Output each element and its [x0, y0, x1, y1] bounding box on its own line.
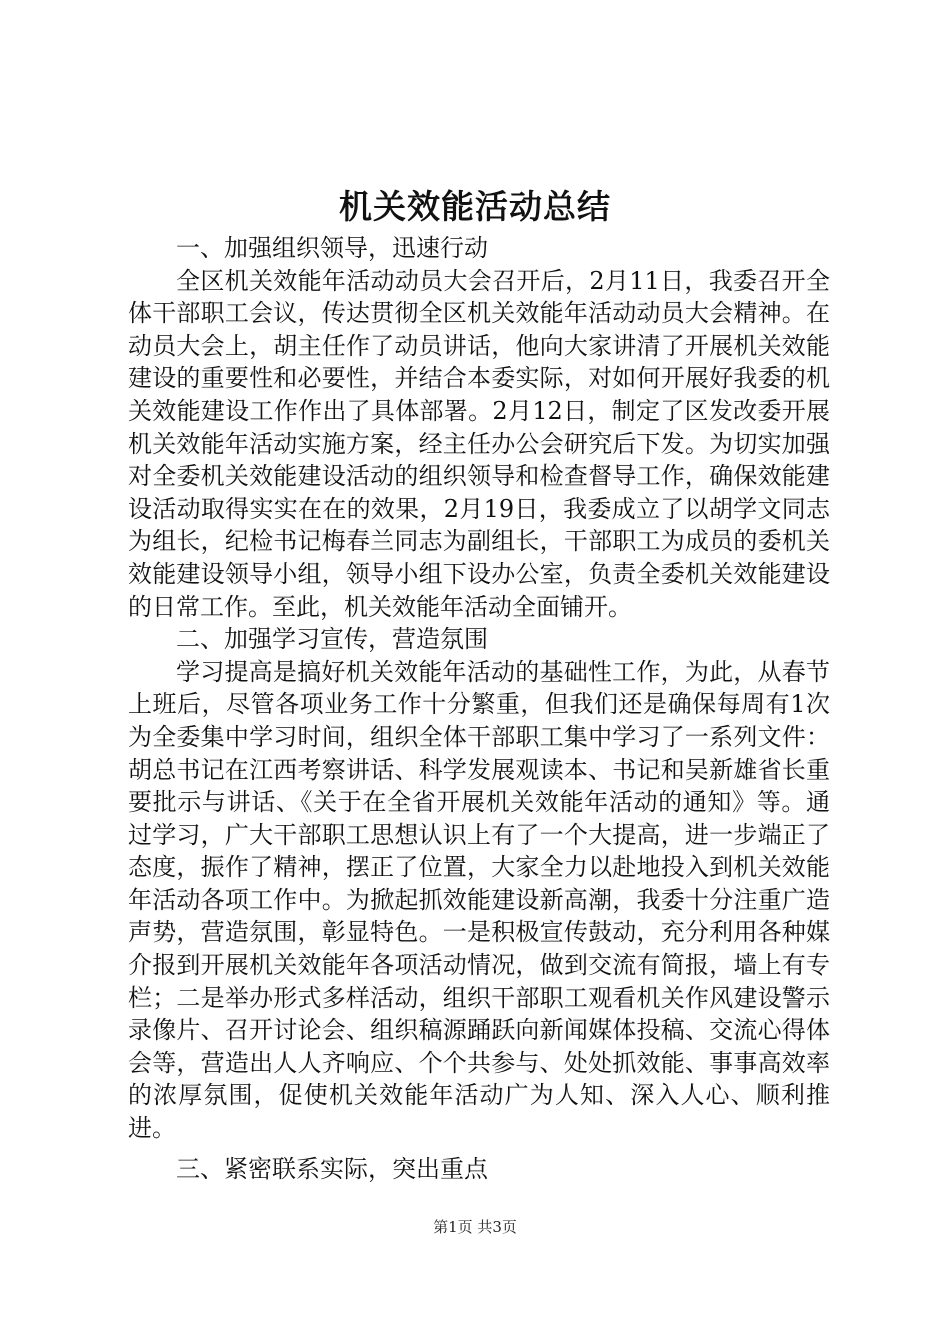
document-title: 机关效能活动总结 — [339, 187, 611, 226]
page-number-footer: 第1页 共3页 — [433, 1218, 517, 1236]
section-paragraph-2: 学习提高是搞好机关效能年活动的基础性工作，为此，从春节上班后，尽管各项业务工作十分繁重，但我们还是确保每周有1次为全委集中学习时间，组织全体干部职工集中学习了一系列文件：胡总书记在江西考察讲话、科学发展观读本、书记和吴新雄省长重要批示与讲话、《关于在全省开展机关效能年活动的通知》等。通过学习，广大干部职工思想认识上有了一个大提高，进一步端正了态度，振作了精神，摆正了位置，大家全力以赴地投入到机关效能年活动各项工作中。为掀起抓效能建设新高潮，我委十分注重广造声势，营造氛围，彰显特色。一是积极宣传鼓动，充分利用各种媒介报到开展机关效能年各项活动情况，做到交流有简报，墙上有专栏；二是举办形式多样活动，组织干部职工观看机关作风建设警示录像片、召开讨论会、组织稿源踊跃向新闻媒体投稿、交流心得体会等，营造出人人齐响应、个个共参与、处处抓效能、事事高效率的浓厚氛围，促使机关效能年活动广为人知、深入人心、顺利推进。 — [128, 657, 830, 1143]
section-heading-3: 三、紧密联系实际，突出重点 — [176, 1154, 488, 1183]
section-heading-2: 二、加强学习宣传，营造氛围 — [176, 625, 488, 654]
section-heading-1: 一、加强组织领导，迅速行动 — [176, 234, 488, 262]
document-body — [128, 232, 830, 1185]
section-paragraph-1: 全区机关效能年活动动员大会召开后，2月11日，我委召开全体干部职工会议，传达贯彻全区机关效能年活动动员大会精神。在动员大会上，胡主任作了动员讲话，他向大家讲清了开展机关效能建设的重要性和必要性，并结合本委实际，对如何开展好我委的机关效能建设工作作出了具体部署。2月12日，制定了区发改委开展机关效能年活动实施方案，经主任办公会研究后下发。为切实加强对全委机关效能建设活动的组织领导和检查督导工作，确保效能建设活动取得实实在在的效果，2月19日，我委成立了以胡学文同志为组长，纪检书记梅春兰同志为副组长，干部职工为成员的委机关效能建设领导小组，领导小组下设办公室，负责全委机关效能建设的日常工作。至此，机关效能年活动全面铺开。 — [128, 266, 830, 621]
